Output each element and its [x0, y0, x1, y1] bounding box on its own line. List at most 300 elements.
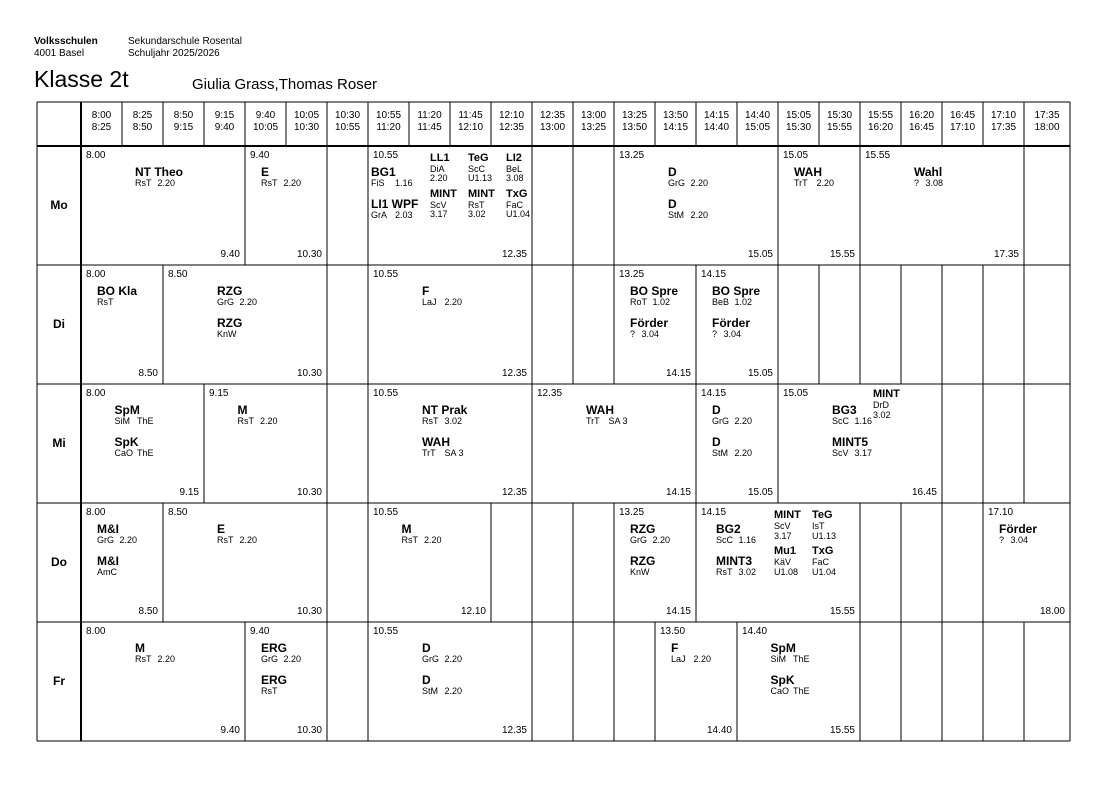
- lesson-subject: Förder: [999, 522, 1038, 536]
- lesson-teacher: ScC: [832, 416, 850, 426]
- lesson-teacher: AmC: [97, 567, 117, 577]
- lesson-subject: WAH: [794, 165, 822, 179]
- lesson-teacher: RsT: [716, 567, 733, 577]
- lesson-room: 2.20: [239, 297, 258, 307]
- period-end-time: 9:15: [173, 122, 194, 133]
- period-end-time: 15:05: [744, 122, 771, 133]
- lesson-end-time: 8.50: [138, 606, 158, 617]
- lesson-subject: F: [671, 641, 679, 655]
- lesson-teacher: BeB: [712, 297, 730, 307]
- day-label: Mi: [52, 435, 66, 450]
- lesson-subject: NT Theo: [135, 165, 183, 179]
- lesson-room: U1.13: [812, 531, 837, 541]
- lesson-teacher: RsT: [135, 178, 152, 188]
- lesson-subject: D: [668, 197, 677, 211]
- lesson-teacher: StM: [422, 686, 439, 696]
- day-label: Do: [51, 554, 67, 569]
- period-start-time: 14:40: [744, 110, 771, 121]
- lesson-subject: D: [668, 165, 677, 179]
- period-start-time: 8:00: [91, 110, 112, 121]
- lesson-subject: LL1: [430, 152, 450, 164]
- lesson-block[interactable]: [696, 503, 860, 622]
- period-end-time: 8:50: [132, 122, 153, 133]
- period-end-time: 10:55: [334, 122, 361, 133]
- lesson-block[interactable]: [245, 146, 327, 265]
- lesson-end-time: 12.35: [501, 725, 527, 736]
- period-start-time: 13:25: [621, 110, 648, 121]
- lesson-room: 2.20: [444, 654, 463, 664]
- lesson-start-time: 8.50: [168, 269, 188, 280]
- lesson-room: 3.08: [506, 173, 524, 183]
- lesson-room: 2.20: [157, 654, 176, 664]
- period-start-time: 8:25: [132, 110, 153, 121]
- lesson-end-time: 10.30: [296, 249, 322, 260]
- lesson-block[interactable]: [163, 265, 327, 384]
- lesson-teacher: RsT: [261, 686, 278, 696]
- period-start-time: 15:55: [867, 110, 894, 121]
- lesson-subject: D: [422, 641, 431, 655]
- lesson-room: 3.04: [1010, 535, 1029, 545]
- period-start-time: 16:45: [949, 110, 976, 121]
- lesson-block[interactable]: [204, 384, 327, 503]
- lesson-subject: RZG: [217, 316, 243, 330]
- lesson-room: SA 3: [608, 416, 628, 426]
- lesson-start-time: 15.05: [783, 150, 809, 161]
- lesson-room: ThE: [137, 448, 154, 458]
- lesson-start-time: 15.55: [865, 150, 891, 161]
- period-end-time: 12:35: [498, 122, 525, 133]
- lesson-end-time: 18.00: [1039, 606, 1065, 617]
- lesson-end-time: 9.40: [220, 725, 240, 736]
- lesson-start-time: 9.40: [250, 626, 270, 637]
- lesson-end-time: 15.05: [747, 368, 773, 379]
- lesson-teacher: KäV: [774, 557, 792, 567]
- period-end-time: 11:20: [376, 122, 401, 133]
- lesson-subject: MINT5: [832, 435, 868, 449]
- lesson-subject: TxG: [506, 188, 528, 200]
- lesson-teacher: ScV: [430, 200, 447, 210]
- lesson-teacher: ?: [999, 535, 1005, 545]
- lesson-subject: BO Spre: [630, 284, 679, 298]
- lesson-teacher: GrG: [630, 535, 647, 545]
- lesson-subject: Förder: [712, 316, 751, 330]
- period-end-time: 14:40: [703, 122, 730, 133]
- lesson-start-time: 8.00: [86, 388, 106, 399]
- period-start-time: 10:05: [293, 110, 320, 121]
- lesson-subject: SpM: [114, 403, 140, 417]
- lesson-room: 3.02: [873, 410, 891, 420]
- lesson-teacher: DrD: [873, 400, 889, 410]
- lesson-subject: BO Spre: [712, 284, 761, 298]
- lesson-subject: BG2: [716, 522, 741, 536]
- period-start-time: 14:15: [703, 110, 730, 121]
- lesson-block[interactable]: [778, 384, 942, 503]
- lesson-room: U1.08: [774, 567, 799, 577]
- lesson-teacher: CaO: [114, 448, 134, 458]
- period-end-time: 13:00: [539, 122, 566, 133]
- lesson-start-time: 13.50: [660, 626, 686, 637]
- lesson-end-time: 10.30: [296, 368, 322, 379]
- lesson-end-time: 12.35: [501, 487, 527, 498]
- period-end-time: 15:55: [826, 122, 853, 133]
- period-end-time: 13:25: [580, 122, 607, 133]
- lesson-teacher: TrT: [586, 416, 600, 426]
- lesson-subject: D: [712, 403, 721, 417]
- lesson-room: U1.13: [468, 173, 493, 183]
- lesson-start-time: 15.05: [783, 388, 809, 399]
- lesson-room: 1.16: [395, 178, 413, 188]
- lesson-start-time: 17.10: [988, 507, 1014, 518]
- page-title: Klasse 2t: [34, 66, 129, 92]
- lesson-room: U1.04: [812, 567, 837, 577]
- lesson-room: ThE: [793, 654, 810, 664]
- lesson-subject: NT Prak: [422, 403, 468, 417]
- lesson-teacher: FaC: [812, 557, 830, 567]
- lesson-block[interactable]: [983, 503, 1070, 622]
- lesson-start-time: 12.35: [537, 388, 563, 399]
- lesson-subject: M: [135, 641, 145, 655]
- period-start-time: 9:15: [214, 110, 235, 121]
- lesson-subject: MINT: [468, 188, 495, 200]
- lesson-end-time: 10.30: [296, 487, 322, 498]
- lesson-subject: SpK: [770, 673, 795, 687]
- lesson-end-time: 12.35: [501, 368, 527, 379]
- lesson-end-time: 15.55: [829, 606, 855, 617]
- period-start-time: 11:45: [458, 110, 483, 121]
- lesson-subject: RZG: [630, 522, 656, 536]
- lesson-room: 2.20: [693, 654, 712, 664]
- lesson-block[interactable]: [81, 622, 245, 741]
- lesson-start-time: 13.25: [619, 507, 645, 518]
- lesson-room: 3.04: [723, 329, 742, 339]
- day-label: Di: [53, 316, 65, 331]
- lesson-teacher: TrT: [794, 178, 808, 188]
- lesson-teacher: KnW: [630, 567, 650, 577]
- lesson-block[interactable]: [737, 622, 860, 741]
- lesson-subject: LI1 WPF: [371, 197, 419, 211]
- lesson-teacher: RsT: [422, 416, 439, 426]
- lesson-subject: BO Kla: [97, 284, 138, 298]
- lesson-teacher: GrG: [712, 416, 729, 426]
- lesson-start-time: 10.55: [373, 150, 399, 161]
- lesson-start-time: 14.40: [742, 626, 768, 637]
- lesson-end-time: 15.05: [747, 487, 773, 498]
- lesson-room: 3.08: [925, 178, 944, 188]
- lesson-block[interactable]: [532, 384, 696, 503]
- lesson-subject: BG1: [371, 165, 396, 179]
- period-start-time: 11:20: [417, 110, 442, 121]
- lesson-subject: SpM: [770, 641, 796, 655]
- lesson-start-time: 8.00: [86, 626, 106, 637]
- lesson-room: 3.02: [738, 567, 757, 577]
- lesson-subject: M: [237, 403, 248, 417]
- lesson-room: ThE: [793, 686, 810, 696]
- lesson-teacher: SiM: [770, 654, 786, 664]
- lesson-subject: SpK: [114, 435, 139, 449]
- lesson-end-time: 16.45: [911, 487, 937, 498]
- lesson-room: U1.04: [506, 209, 531, 219]
- lesson-teacher: DiA: [430, 164, 445, 174]
- lesson-teacher: StM: [712, 448, 729, 458]
- lesson-block[interactable]: [614, 146, 778, 265]
- lesson-teacher: SiM: [114, 416, 130, 426]
- period-start-time: 13:00: [580, 110, 607, 121]
- school-city: 4001 Basel: [34, 48, 85, 59]
- lesson-teacher: ?: [630, 329, 636, 339]
- period-start-time: 17:10: [990, 110, 1017, 121]
- lesson-end-time: 9.40: [220, 249, 240, 260]
- period-end-time: 12:10: [457, 122, 484, 133]
- lesson-start-time: 10.55: [373, 388, 399, 399]
- lesson-subject: MINT: [873, 388, 900, 400]
- lesson-teacher: ?: [712, 329, 718, 339]
- lesson-end-time: 10.30: [296, 606, 322, 617]
- period-end-time: 17:10: [949, 122, 976, 133]
- lesson-room: 2.20: [424, 535, 442, 545]
- lesson-subject: D: [712, 435, 721, 449]
- lesson-start-time: 8.00: [86, 269, 106, 280]
- lesson-end-time: 17.35: [993, 249, 1019, 260]
- lesson-subject: MINT3: [716, 554, 752, 568]
- lesson-subject: M&I: [97, 522, 119, 536]
- lesson-block[interactable]: [368, 265, 532, 384]
- lesson-end-time: 14.40: [706, 725, 732, 736]
- lesson-block[interactable]: [81, 384, 204, 503]
- lesson-subject: Wahl: [914, 165, 943, 179]
- lesson-teacher: GrG: [97, 535, 114, 545]
- lesson-room: 2.20: [239, 535, 258, 545]
- lesson-room: 2.20: [444, 297, 463, 307]
- period-start-time: 15:05: [785, 110, 812, 121]
- lesson-teacher: GrG: [217, 297, 234, 307]
- period-start-time: 8:50: [173, 110, 194, 121]
- period-end-time: 10:30: [293, 122, 320, 133]
- lesson-block[interactable]: [696, 384, 778, 503]
- lesson-block[interactable]: [614, 503, 696, 622]
- lesson-room: 2.20: [430, 173, 448, 183]
- lesson-teacher: RsT: [401, 535, 418, 545]
- period-start-time: 10:30: [334, 110, 361, 121]
- period-start-time: 16:20: [908, 110, 935, 121]
- lesson-subject: M: [401, 522, 412, 536]
- lesson-start-time: 10.55: [373, 269, 399, 280]
- lesson-start-time: 13.25: [619, 269, 645, 280]
- lesson-teacher: LaJ: [671, 654, 686, 664]
- lesson-block[interactable]: [81, 503, 163, 622]
- lesson-room: 3.17: [774, 531, 792, 541]
- lesson-subject: TeG: [812, 509, 833, 521]
- period-start-time: 12:10: [498, 110, 525, 121]
- period-end-time: 11:45: [417, 122, 442, 133]
- lesson-block[interactable]: [614, 265, 696, 384]
- lesson-teacher: GrG: [422, 654, 439, 664]
- lesson-end-time: 10.30: [296, 725, 322, 736]
- lesson-teacher: GrG: [261, 654, 278, 664]
- lesson-subject: E: [217, 522, 226, 536]
- lesson-block[interactable]: [696, 265, 778, 384]
- lesson-start-time: 14.15: [701, 269, 727, 280]
- class-teachers: Giulia Grass,Thomas Roser: [192, 76, 378, 93]
- lesson-start-time: 9.40: [250, 150, 270, 161]
- lesson-room: 3.17: [430, 209, 448, 219]
- period-end-time: 16:20: [867, 122, 894, 133]
- lesson-room: 2.20: [652, 535, 671, 545]
- lesson-room: 2.20: [260, 416, 278, 426]
- lesson-room: 2.20: [119, 535, 138, 545]
- lesson-subject: WAH: [586, 403, 614, 417]
- lesson-block[interactable]: [368, 503, 491, 622]
- lesson-room: 2.20: [734, 416, 753, 426]
- period-end-time: 10:05: [252, 122, 279, 133]
- lesson-end-time: 12.10: [460, 606, 486, 617]
- lesson-subject: WAH: [422, 435, 450, 449]
- lesson-subject: RZG: [217, 284, 243, 298]
- lesson-start-time: 9.15: [209, 388, 229, 399]
- lesson-subject: D: [422, 673, 431, 687]
- lesson-block[interactable]: [81, 265, 163, 384]
- lesson-subject: MINT: [430, 188, 457, 200]
- lesson-teacher: TrT: [422, 448, 436, 458]
- lesson-room: 1.02: [734, 297, 753, 307]
- day-label: Fr: [53, 673, 65, 688]
- lesson-end-time: 15.55: [829, 725, 855, 736]
- lesson-block[interactable]: [655, 622, 737, 741]
- lesson-teacher: RoT: [630, 297, 648, 307]
- lesson-teacher: LaJ: [422, 297, 437, 307]
- lesson-room: 1.02: [652, 297, 671, 307]
- lesson-teacher: CaO: [770, 686, 790, 696]
- lesson-end-time: 15.55: [829, 249, 855, 260]
- period-end-time: 17:35: [990, 122, 1017, 133]
- lesson-teacher: GrA: [371, 210, 388, 220]
- lesson-block[interactable]: [163, 503, 327, 622]
- lesson-block[interactable]: [245, 622, 327, 741]
- lesson-teacher: ScV: [774, 521, 791, 531]
- lesson-subject: Mu1: [774, 545, 796, 557]
- lesson-subject: MINT: [774, 509, 801, 521]
- lesson-room: 2.20: [283, 654, 302, 664]
- lesson-room: 3.02: [468, 209, 486, 219]
- lesson-teacher: FiS: [371, 178, 385, 188]
- period-start-time: 15:30: [826, 110, 853, 121]
- period-start-time: 9:40: [255, 110, 276, 121]
- lesson-end-time: 15.05: [747, 249, 773, 260]
- lesson-end-time: 14.15: [665, 487, 691, 498]
- lesson-teacher: ScV: [832, 448, 849, 458]
- lesson-teacher: KnW: [217, 329, 237, 339]
- lesson-subject: Förder: [630, 316, 669, 330]
- lesson-subject: F: [422, 284, 430, 298]
- lesson-room: 2.20: [283, 178, 302, 188]
- lesson-start-time: 10.55: [373, 626, 399, 637]
- lesson-room: 2.20: [816, 178, 835, 188]
- lesson-start-time: 8.00: [86, 150, 106, 161]
- lesson-teacher: ?: [914, 178, 920, 188]
- period-start-time: 10:55: [375, 110, 402, 121]
- lesson-teacher: ScC: [716, 535, 734, 545]
- lesson-room: 3.04: [641, 329, 660, 339]
- lesson-start-time: 14.15: [701, 388, 727, 399]
- lesson-teacher: RsT: [97, 297, 114, 307]
- period-end-time: 9:40: [214, 122, 235, 133]
- lesson-block[interactable]: [81, 146, 245, 265]
- lesson-subject: BG3: [832, 403, 857, 417]
- lesson-teacher: BeL: [506, 164, 523, 174]
- period-end-time: 13:50: [621, 122, 648, 133]
- lesson-end-time: 12.35: [501, 249, 527, 260]
- lesson-room: 2.03: [395, 210, 413, 220]
- lesson-subject: LI2: [506, 152, 522, 164]
- school-name: Sekundarschule Rosental: [128, 36, 242, 47]
- period-end-time: 18:00: [1034, 122, 1060, 133]
- lesson-teacher: GrG: [668, 178, 685, 188]
- lesson-block[interactable]: [860, 146, 1024, 265]
- period-start-time: 12:35: [539, 110, 566, 121]
- lesson-start-time: 14.15: [701, 507, 727, 518]
- school-district: Volksschulen: [34, 36, 98, 47]
- lesson-teacher: RsT: [261, 178, 278, 188]
- lesson-teacher: RsT: [217, 535, 234, 545]
- period-end-time: 14:15: [662, 122, 689, 133]
- lesson-room: 2.20: [444, 686, 463, 696]
- lesson-subject: ERG: [261, 641, 288, 655]
- lesson-end-time: 14.15: [665, 368, 691, 379]
- lesson-teacher: RsT: [237, 416, 254, 426]
- lesson-teacher: RsT: [135, 654, 152, 664]
- day-label: Mo: [50, 197, 68, 212]
- lesson-subject: E: [261, 165, 270, 179]
- lesson-end-time: 8.50: [138, 368, 158, 379]
- lesson-block[interactable]: [368, 622, 532, 741]
- lesson-room: 3.17: [854, 448, 873, 458]
- period-start-time: 13:50: [662, 110, 689, 121]
- lesson-end-time: 9.15: [179, 487, 199, 498]
- lesson-teacher: StM: [668, 210, 685, 220]
- lesson-room: 1.16: [854, 416, 873, 426]
- lesson-room: 2.20: [157, 178, 176, 188]
- lesson-block[interactable]: [778, 146, 860, 265]
- lesson-start-time: 8.00: [86, 507, 106, 518]
- lesson-room: 2.20: [690, 178, 709, 188]
- lesson-subject: ERG: [261, 673, 288, 687]
- lesson-start-time: 10.55: [373, 507, 399, 518]
- lesson-teacher: IsT: [812, 521, 825, 531]
- lesson-teacher: FaC: [506, 200, 524, 210]
- lesson-room: 3.02: [444, 416, 463, 426]
- lesson-room: 2.20: [690, 210, 709, 220]
- period-start-time: 17:35: [1034, 110, 1060, 121]
- lesson-start-time: 13.25: [619, 150, 645, 161]
- lesson-start-time: 8.50: [168, 507, 188, 518]
- lesson-room: ThE: [137, 416, 154, 426]
- lesson-teacher: RsT: [468, 200, 485, 210]
- lesson-subject: TxG: [812, 545, 834, 557]
- lesson-room: SA 3: [444, 448, 464, 458]
- lesson-end-time: 14.15: [665, 606, 691, 617]
- lesson-room: 1.16: [738, 535, 757, 545]
- period-end-time: 16:45: [908, 122, 935, 133]
- lesson-subject: RZG: [630, 554, 656, 568]
- lesson-room: 2.20: [734, 448, 753, 458]
- period-end-time: 8:25: [91, 122, 112, 133]
- school-year: Schuljahr 2025/2026: [128, 48, 220, 59]
- lesson-teacher: ScC: [468, 164, 486, 174]
- lesson-block[interactable]: [368, 384, 532, 503]
- lesson-subject: TeG: [468, 152, 489, 164]
- lesson-subject: M&I: [97, 554, 119, 568]
- lesson-block[interactable]: [368, 146, 532, 265]
- period-end-time: 15:30: [785, 122, 812, 133]
